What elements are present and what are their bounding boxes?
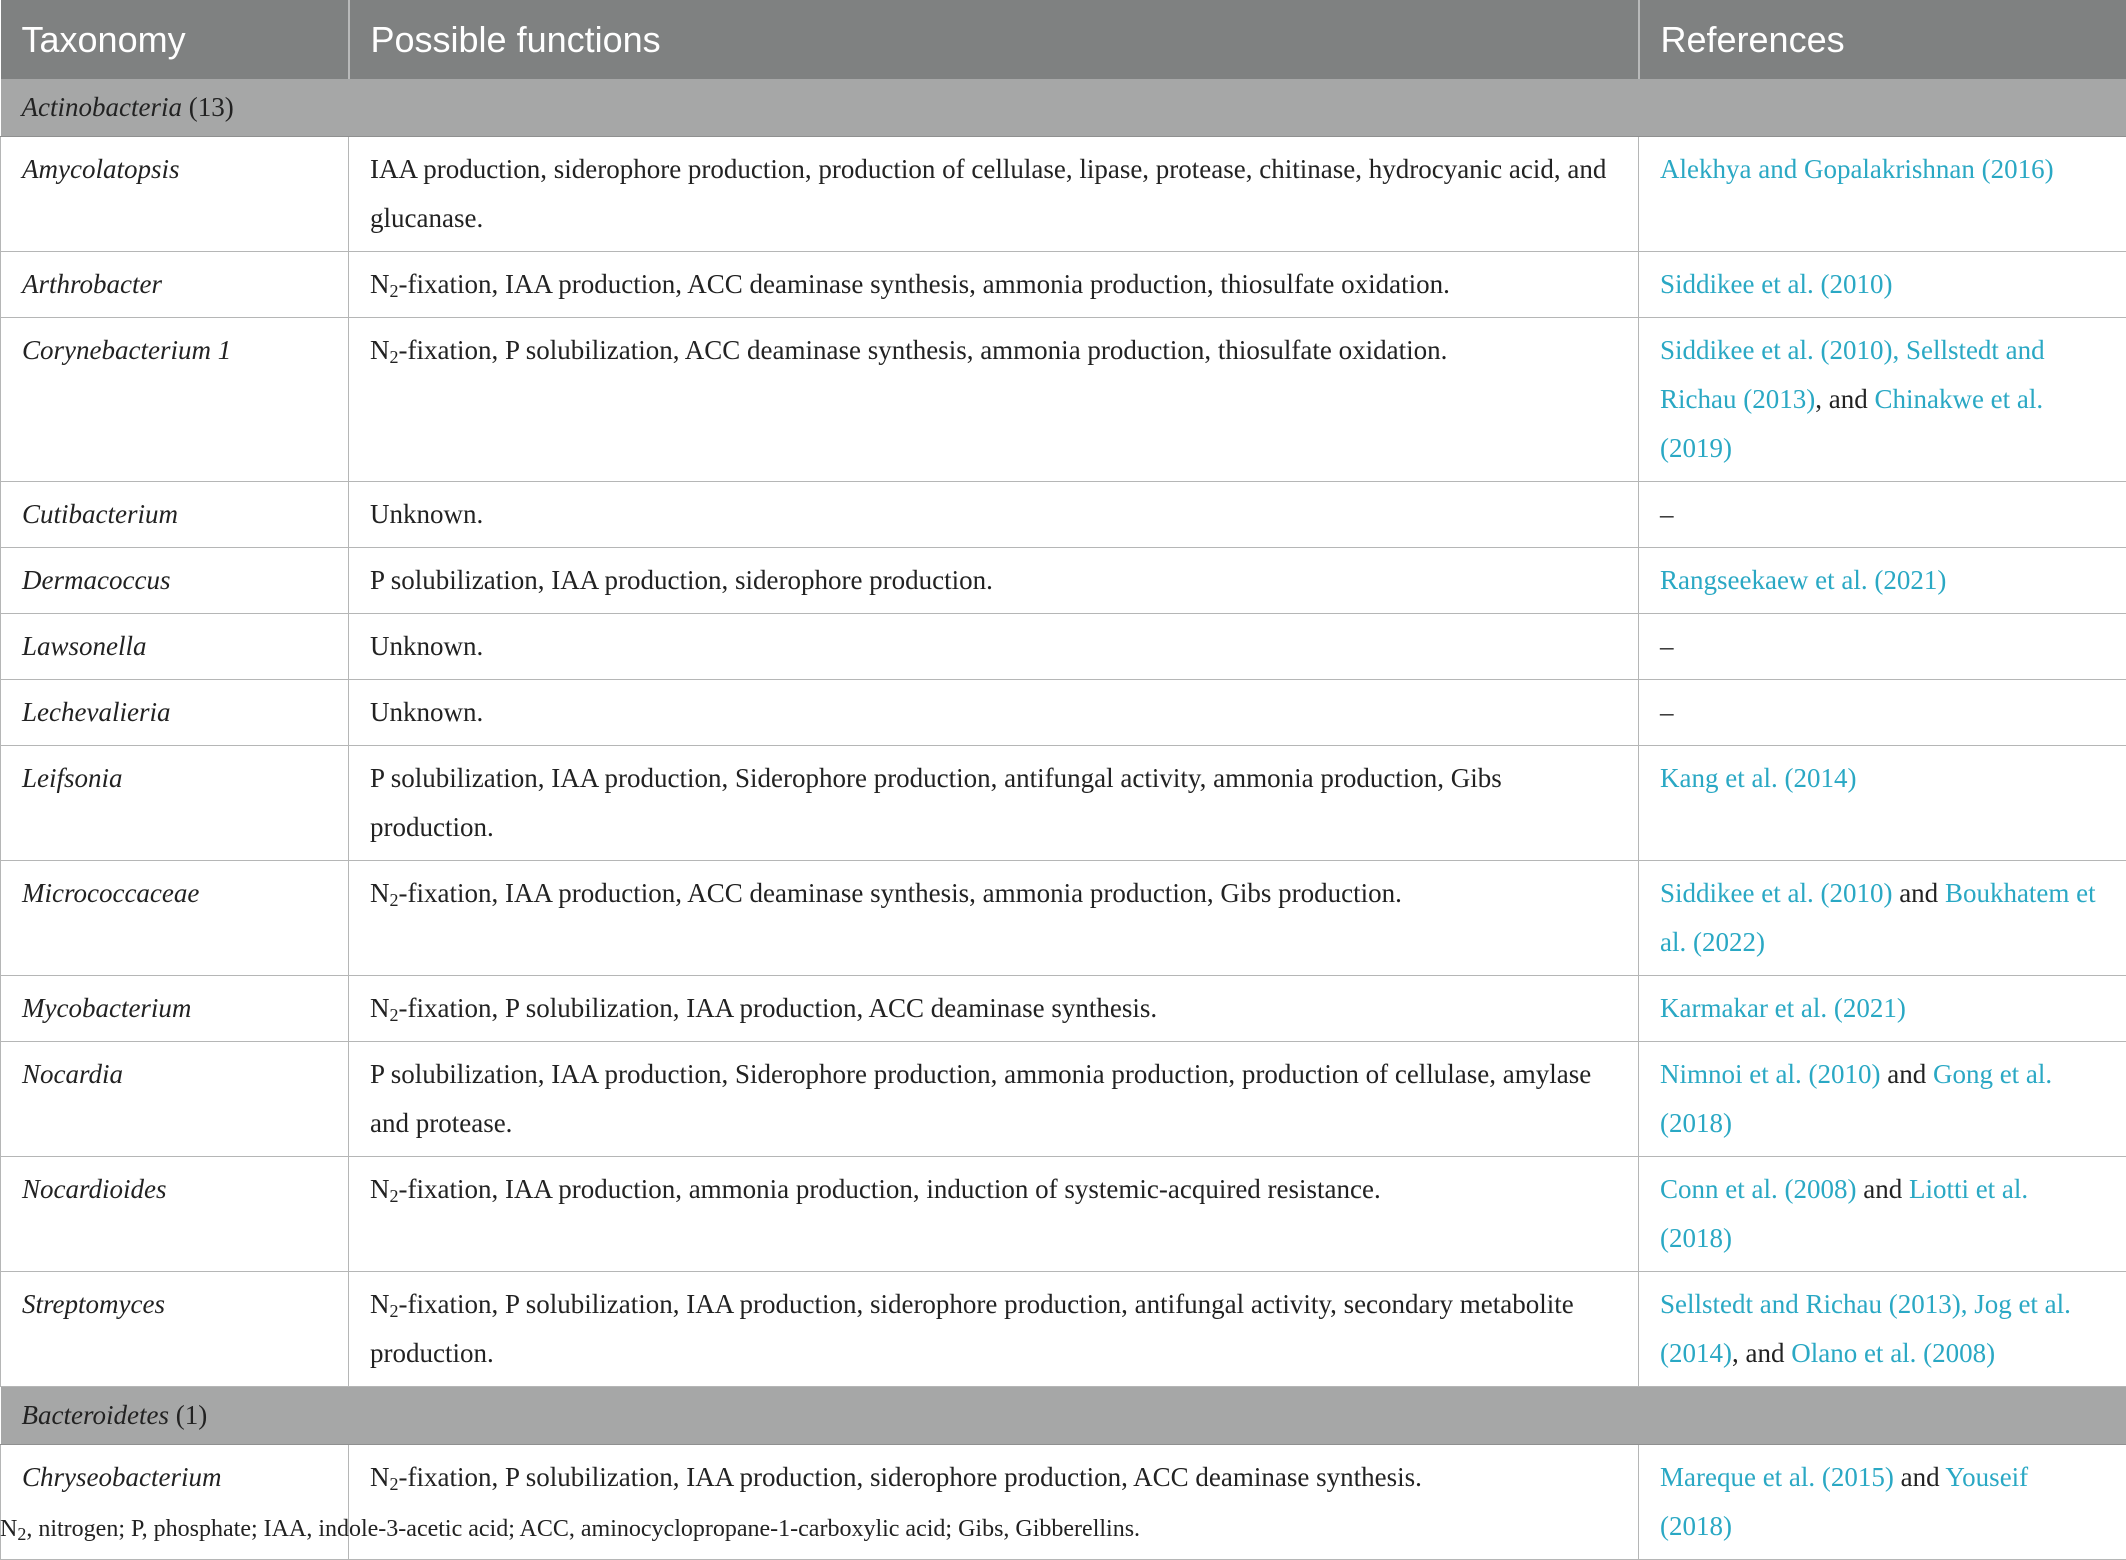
reference-link[interactable]: Boukhatem et al. (2022) <box>1660 878 2096 957</box>
function-cell <box>349 318 1639 482</box>
table-footnote <box>0 1516 1140 1543</box>
function-cell <box>349 252 1639 318</box>
function-n: N <box>370 335 390 365</box>
function-text: Unknown. <box>370 631 483 661</box>
section-row <box>1 1387 2126 1445</box>
reference-link[interactable]: Alekhya and Gopalakrishnan (2016) <box>1660 154 2054 184</box>
section-row <box>1 79 2126 137</box>
reference-link[interactable]: Chinakwe et al. (2019) <box>1660 384 2043 463</box>
function-cell <box>349 482 1639 548</box>
reference-link[interactable]: Mareque et al. (2015) <box>1660 1462 1894 1492</box>
taxon-name: Corynebacterium 1 <box>22 335 231 365</box>
taxonomy-cell <box>1 976 349 1042</box>
function-cell <box>349 614 1639 680</box>
taxon-name: Cutibacterium <box>22 499 178 529</box>
table-row <box>1 318 2126 482</box>
function-cell <box>349 548 1639 614</box>
function-sub: 2 <box>390 347 399 367</box>
references-cell <box>1639 318 2126 482</box>
function-n: N <box>370 1462 390 1492</box>
taxonomy-cell <box>1 680 349 746</box>
reference-separator: and <box>1892 878 1944 908</box>
section-cell <box>1 79 2126 137</box>
function-cell <box>349 1272 1639 1387</box>
function-text: P solubilization, IAA production, Siderophore production, antifungal activity, ammonia production, Gibs production. <box>370 763 1502 842</box>
no-reference: – <box>1660 499 1674 529</box>
table-row <box>1 1042 2126 1157</box>
section-count: (13) <box>182 92 234 122</box>
references-cell <box>1639 137 2126 252</box>
taxonomy-cell <box>1 861 349 976</box>
taxonomy-cell <box>1 482 349 548</box>
references-cell <box>1639 1157 2126 1272</box>
function-text: P solubilization, IAA production, siderophore production. <box>370 565 993 595</box>
reference-separator: , and <box>1815 384 1874 414</box>
taxonomy-cell <box>1 746 349 861</box>
section-name: Bacteroidetes <box>22 1400 169 1430</box>
table-row <box>1 746 2126 861</box>
taxon-name: Lawsonella <box>22 631 147 661</box>
taxon-name: Nocardia <box>22 1059 123 1089</box>
function-cell <box>349 1157 1639 1272</box>
table-row <box>1 252 2126 318</box>
function-text: IAA production, siderophore production, production of cellulase, lipase, protease, chitinase, hydrocyanic acid, and glucanase. <box>370 154 1606 233</box>
taxonomy-cell <box>1 252 349 318</box>
references-cell <box>1639 976 2126 1042</box>
table-row <box>1 614 2126 680</box>
reference-separator: and <box>1856 1174 1908 1204</box>
function-text: Unknown. <box>370 697 483 727</box>
function-text: -fixation, P solubilization, ACC deaminase synthesis, ammonia production, thiosulfate oxidation. <box>399 335 1448 365</box>
references-cell <box>1639 746 2126 861</box>
function-n: N <box>370 1174 390 1204</box>
function-n: N <box>370 878 390 908</box>
taxon-name: Mycobacterium <box>22 993 191 1023</box>
taxon-name: Nocardioides <box>22 1174 167 1204</box>
function-text: -fixation, P solubilization, IAA production, ACC deaminase synthesis. <box>399 993 1158 1023</box>
function-text: -fixation, IAA production, ammonia production, induction of systemic-acquired resistance. <box>399 1174 1381 1204</box>
reference-link[interactable]: Siddikee et al. (2010) <box>1660 269 1892 299</box>
function-cell <box>349 976 1639 1042</box>
table-row <box>1 548 2126 614</box>
taxon-name: Leifsonia <box>22 763 123 793</box>
function-cell <box>349 1042 1639 1157</box>
function-text: P solubilization, IAA production, Siderophore production, ammonia production, production of cellulase, amylase and protease. <box>370 1059 1591 1138</box>
no-reference: – <box>1660 697 1674 727</box>
function-n: N <box>370 1289 390 1319</box>
taxon-name: Dermacoccus <box>22 565 170 595</box>
function-sub: 2 <box>390 1474 399 1494</box>
function-text: -fixation, IAA production, ACC deaminase synthesis, ammonia production, thiosulfate oxidation. <box>399 269 1450 299</box>
references-cell <box>1639 252 2126 318</box>
references-cell <box>1639 861 2126 976</box>
function-text: -fixation, P solubilization, IAA production, siderophore production, ACC deaminase synthesis. <box>399 1462 1422 1492</box>
taxonomy-cell <box>1 1272 349 1387</box>
table-body <box>1 79 2126 1560</box>
reference-link[interactable]: Sellstedt and Richau (2013), Jog et al. (2014) <box>1660 1289 2071 1368</box>
function-cell <box>349 746 1639 861</box>
table-row <box>1 861 2126 976</box>
reference-link[interactable]: Nimnoi et al. (2010) <box>1660 1059 1880 1089</box>
function-sub: 2 <box>390 1005 399 1025</box>
function-cell <box>349 680 1639 746</box>
references-cell <box>1639 482 2126 548</box>
reference-link[interactable]: Siddikee et al. (2010) <box>1660 878 1892 908</box>
header-possible-functions: Possible functions <box>349 0 1639 79</box>
references-cell <box>1639 614 2126 680</box>
references-cell <box>1639 680 2126 746</box>
function-n: N <box>370 993 390 1023</box>
section-cell <box>1 1387 2126 1445</box>
reference-link[interactable]: Olano et al. (2008) <box>1791 1338 1995 1368</box>
function-cell <box>349 137 1639 252</box>
table-row <box>1 137 2126 252</box>
references-cell <box>1639 1445 2126 1560</box>
table-row <box>1 680 2126 746</box>
taxonomy-cell <box>1 614 349 680</box>
references-cell <box>1639 1272 2126 1387</box>
footnote-sub: 2 <box>17 1524 26 1544</box>
reference-link[interactable]: Gong et al. (2018) <box>1660 1059 2052 1138</box>
function-text: -fixation, IAA production, ACC deaminase synthesis, ammonia production, Gibs production. <box>399 878 1402 908</box>
function-text: Unknown. <box>370 499 483 529</box>
section-name: Actinobacteria <box>22 92 182 122</box>
no-reference: – <box>1660 631 1674 661</box>
header-taxonomy: Taxonomy <box>1 0 349 79</box>
taxon-name: Micrococcaceae <box>22 878 199 908</box>
table-row <box>1 1272 2126 1387</box>
reference-link[interactable]: Karmakar et al. (2021) <box>1660 993 1906 1023</box>
function-cell <box>349 861 1639 976</box>
reference-link[interactable]: Rangseekaew et al. (2021) <box>1660 565 1946 595</box>
function-text: -fixation, P solubilization, IAA production, siderophore production, antifungal activity, secondary metabolite production. <box>370 1289 1574 1368</box>
section-count: (1) <box>169 1400 207 1430</box>
references-cell <box>1639 548 2126 614</box>
taxon-name: Lechevalieria <box>22 697 170 727</box>
function-n: N <box>370 269 390 299</box>
reference-separator: and <box>1894 1462 1945 1492</box>
table-row <box>1 976 2126 1042</box>
reference-link[interactable]: Kang et al. (2014) <box>1660 763 1856 793</box>
taxonomy-cell <box>1 137 349 252</box>
reference-separator: , and <box>1732 1338 1791 1368</box>
reference-link[interactable]: Liotti et al. (2018) <box>1660 1174 2028 1253</box>
reference-link[interactable]: Youseif (2018) <box>1660 1462 2028 1541</box>
header-references: References <box>1639 0 2126 79</box>
taxon-name: Streptomyces <box>22 1289 165 1319</box>
references-cell <box>1639 1042 2126 1157</box>
taxonomy-cell <box>1 1157 349 1272</box>
taxonomy-cell <box>1 318 349 482</box>
taxonomy-cell <box>1 1042 349 1157</box>
table-row <box>1 482 2126 548</box>
function-sub: 2 <box>390 1186 399 1206</box>
taxon-name: Amycolatopsis <box>22 154 179 184</box>
function-sub: 2 <box>390 281 399 301</box>
reference-separator: and <box>1880 1059 1932 1089</box>
reference-link[interactable]: Conn et al. (2008) <box>1660 1174 1856 1204</box>
taxon-name: Chryseobacterium <box>22 1462 221 1492</box>
table-header <box>1 0 2126 79</box>
taxon-name: Arthrobacter <box>22 269 162 299</box>
footnote-n: N <box>0 1516 17 1542</box>
reference-link[interactable]: Siddikee et al. (2010), Sellstedt and Richau (2013) <box>1660 335 2045 414</box>
footnote-text: , nitrogen; P, phosphate; IAA, indole-3-acetic acid; ACC, aminocyclopropane-1-carboxylic acid; Gibs, Gibberellins. <box>26 1516 1140 1542</box>
table-row <box>1 1157 2126 1272</box>
function-sub: 2 <box>390 1301 399 1321</box>
taxonomy-cell <box>1 548 349 614</box>
function-sub: 2 <box>390 890 399 910</box>
